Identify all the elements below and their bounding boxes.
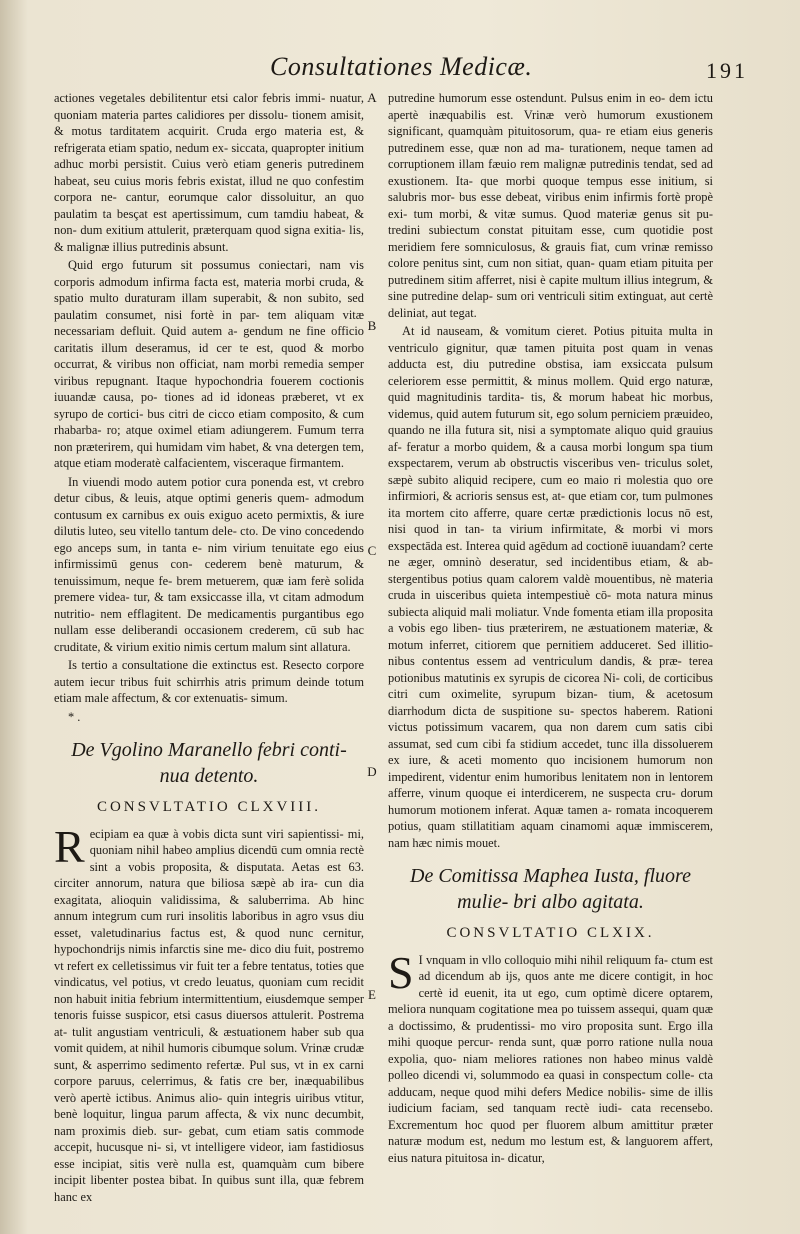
paragraph: actiones vegetales debilitentur etsi calor febris immi- nuatur, quoniam materia partes calidiores per dissolu- tionem amisit, & motus tarditatem acquirit. Cruda ergo materia est, & refrigerata etiam spatio, nedum ex- siccata, quapropter initium adhuc morbi persistit. Cuius verò etiam generis putredinem habeat, seu cuius moris febris existat, illud ne quo confestim corpora ne- cantur, eorumque calor dissoluitur, an quo paulatim ta besçat est apertissimum, cum tamdiu habeat, & non- dum exitium attulerit, præterquam quod signa exitia- lis, & malignæ illius putredinis absunt. xyxy=(54,91,364,254)
margin-marker-c: C xyxy=(367,543,377,558)
paragraph: Quid ergo futurum sit possumus coniectari, nam vis corporis admodum infirma facta est, materia morbi cruda, & spatio multo duraturam illam superabit, & non subito, sed paulatim consumet, nisi fortè in par- tem aliquam vitæ necessariam defluit. Quid autem a- gendum ne fine officio caritatis illum deseramus, id cer te est, quod & morbo occurrat, & viribus non officiat, nam morbi remedia semper viribus repugnant. Itaque hypochondria fouerem coctionis iuuandæ causa, po- tiones ad id idoneas præberet, vt ex syrupo de cortici- bus citri de cicco etiam composito, & cum rhabarba- ro; atque oximel etiam adiungerem. Fumum terra non præterirem, qui humidam vim habet, & vna detergen tem, atque etiam moderatè calfacientem, visceraque firmantem. xyxy=(54,258,364,470)
running-title: Consultationes Medicæ. xyxy=(270,52,533,81)
paragraph: putredine humorum esse ostendunt. Pulsus enim in eo- dem ictu apertè inæquabilis est. Vrinæ verò humorum exustionem significant, quamquàm pituitosorum, qua- re etiam eius generis putredinem esse, quæ non ad ma- turationem, neque tamen ad corruptionem illam fæuio rem malignæ putredinis tendat, sed ad exustionem. Ita- que morbi quoque tempus esse initium, si salubris mor- bus esse debeat, viribus enim infirmis fortè propè exi- tum morbi, & vitæ sumus. Quod materiæ genus sit pu- tredini subiectum constat pituitam esse, cum quotidie post meridiem fere somniculosus, & grauis fiat, cum vrinæ remisso colore penitus sint, cum non sitiat, quan- quam etiam pituita per putredinem sitim afferret, nisi è capite multum illius integrum, & sine putredine delap- sum ori ventriculi sitim extinguat, aut certè deliniat, aut tegat. xyxy=(388,91,713,320)
left-column xyxy=(54,90,364,1220)
margin-marker-d: D xyxy=(367,764,377,779)
page-number: 191 xyxy=(706,58,748,83)
right-column xyxy=(388,90,713,1220)
consultation-text: ecipiam ea quæ à vobis dicta sunt viri sapientissi- mi, quoniam nihil habeo amplius dicendū cum omnia rectè sint a vobis proposita, & disputata. Aetas est 63. circiter annorum, natura que biliosa sæpè ab ira- cun dia exagitata, alioquin validissima, & saluberrima. Ab hinc annum integrum cum ruri insolitis laboribus in agro vsus diu esset, valetudinarius factus est, & quod nunc cernitur, hypochondrijs nimis infarctis sine me- dico diu fuit, postremo vt refert ex celletissimus vir fuit ter a febre tentatus, toties que vindicatus, vel potius, vt credo leuatus, quoniam cum recidit non habuit initia febrium intermittentium, eiusdemque semper tenoris fuisse suspicor, etsi casus diuersos attulerit. Postrema at- tulit angustiam ventriculi, & æstuationem haber sub qua vomit quidem, at nihil humoris cibumque solum. Vrinæ crudæ sunt, & asperrimo sedimento refertæ. Pul sus, vt in ex carni corpore paruus, celerrimus, & fatis cre ber, inæquabilibus verò apertè ictibus. Animus alio- quin integris uiribus vtitur, benè loquitur, lingua parum affecta, & vix nunc decumbit, nam proximis dieb. sur- gebat, cum etiam satis commode accepit, hucusque ni- si, vt intelligere videor, iam fastidiosus esse incipiat, sitis verè nulla est, quamquàm cum bibere incipit libenter postea bibat. In quibus sunt illa, quæ febrem hanc ex xyxy=(54,826,364,1204)
paragraph: At id nauseam, & vomitum cieret. Potius pituita multa in ventriculo gignitur, quæ tamen pituita post quam in venas adducta est, diu putredine obstisa, iam exsiccata pulsum celeriorem esse permittit, & minus mollem. Quid ergo naturæ, quid magnitudinis tardita- tis, & morum habeat hic morbus, videmus, quid autem futurum sit, ego solum perniciem præuideo, quando ne illa futura sit, nisi a symptomate aliquo quid grauius af- feratur a morbo quidem, & a causa morbi longum spa tium exspectarem, verum ab obstructis visceribus ven- triculus solet, sæpè subito aliquid recipere, cum eo maio ri molestia quo ore infirmiori, & acrioris sensus est, at- que etiam cor, tum pulmones ita mortem cito afferre, quare certæ prædictionis locus nō est, nisi quod in tan- ta virium infirmitate, & morbi vi mors exspectāda est. Interea quid agēdum ad coctionē iuuandam? certe ne æger, omninò deseratur, sed incidentibus etiam, & ab- stergentibus potius quam calorem valdè mouentibus, nè materia cruda in uisceribus quieta intempestiuè cō- mota natura minus subiecta aliquid mali moliatur. Vnde fomenta etiam illa proposita a vobis ego liben- tius præterirem, ne æstuationem materiæ, & motum inferret, citiorem que pernitiem adduceret. Sed illitio- nibus contentus essem ad ventriculum dandis, & præ- terea potionibus matutinis ex syrupis de cicorea Ni- coli, de corticibus citri cum oximelite, syrupum bizan- tium, & acetosum diarrhodum dicta de suspitione su- spectos haberem. Rationi victus potissimum vacarem, qua non darem cum satis cibi assumat, sed cum cibi fa stidium accedet, tunc illa dissoluerem ex iure, & aceti momento quo incisionem humorum non impedirent, videntur enim humoribus lenitatem non in lentorem afferre, vinum quoque ei interdicerem, ne suspecta cru- dorum humorum motionem inferat. Aquæ tamen a- romata incoquerem potius, quam stillatitiam aquam cinamomi aquæ immiscerem, nam hæc nimis mouet. xyxy=(388,324,713,850)
consultation-paragraph xyxy=(388,946,713,1167)
margin-marker-a: A xyxy=(367,90,377,105)
consultation-heading: CONSVLTATIO CLXIX. xyxy=(446,925,655,941)
drop-cap: R xyxy=(54,820,85,872)
consultation-text: I vnquam in vllo colloquio mihi nihil reliquum fa- ctum est ad dicendum ab ijs, quos ante me dicere contigit, in hoc certè id euenit, ita ut ego, cum optimè dicere optarem, meliora nunquam cogitatione mea po tuissem assequi, quam quæ a doctissimo, & prudentissi- mo viro proposita sunt. Ergo illa mihi quoque percur- renda sunt, quæ porro ratione nulla noua expolia, quo- niam meliores rationes non habeo minus valdè polleo dicendi vi, solummodo ea quasi in conspectum colle- cta adducam, neque quod mihi defers Medice nobilis- sime de illis iudicium faciam, sed tanquam rectè iudi- cata recensebo. Excrementum hoc quod per fluorem album amittitur præter naturæ modum est, nedum mo lestum est, & languorem affert, eius natura pituitosa in- dicatur, xyxy=(388,952,713,1165)
consultation-paragraph xyxy=(54,820,364,1206)
consultation-heading: CONSVLTATIO CLXVIII. xyxy=(96,799,322,815)
paragraph: In viuendi modo autem potior cura ponenda est, vt crebro detur cibus, & leuis, atque optimi generis quem- admodum contusum ex carnibus ex ouis exiguo aceto permixtis, & iure dilutis luteo, seu vitello tantum dele- cto. De vino concedendo ego anceps sum, in tanta e- nim virium tenuitate ego eius infirmissimū genus con- cederem benè maturum, & tenuissimum, neque fe- brem metuerem, quæ iam ferè solida premere videa- tur, & tam exsiccasse illa, vt citam admodum nutritio- nem efflagitent. De medicamentis purgantibus ego nullam esse deliberandi occasionem crederem, cū sub hac cruditate, & virium exitio nimis certum malum sint allatura. xyxy=(54,474,364,654)
running-head xyxy=(0,52,800,86)
section-title: De Vgolino Maranello febri conti- nua detento. xyxy=(71,739,347,787)
drop-cap: S xyxy=(388,946,414,998)
section-title: De Comitissa Maphea Iusta, fluore mulie- bri albo agitata. xyxy=(410,865,691,913)
end-mark: * . xyxy=(68,709,81,724)
paragraph: Is tertio a consultatione die extinctus est. Resecto corpore autem iecur tribus fuit schirrhis atris primum deinde totum etiam male affectum, & cor extenuatis- simum. xyxy=(54,658,364,705)
margin-marker-e: E xyxy=(368,987,376,1002)
margin-marker-b: B xyxy=(367,318,377,333)
